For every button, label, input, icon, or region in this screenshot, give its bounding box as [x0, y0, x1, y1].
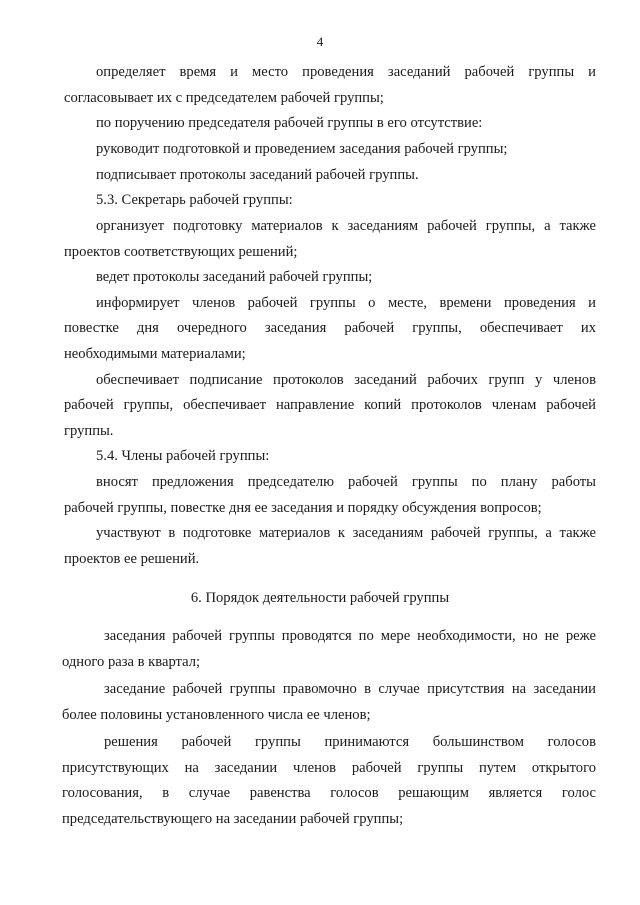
paragraph — [96, 163, 596, 189]
paragraph — [96, 265, 596, 291]
text-line: одного раза в квартал; — [62, 653, 201, 670]
text-line: рабочей группы, обеспечивает направление копий протоколов членам рабочей — [64, 397, 596, 414]
paragraph — [64, 291, 596, 368]
text-line: по поручению председателя рабочей группы в его отсутствие: — [96, 115, 483, 132]
paragraph — [64, 368, 596, 445]
paragraph — [64, 214, 596, 265]
section-6-heading: 6. Порядок деятельности рабочей группы — [190, 590, 450, 606]
text-line: проектов соответствующих решений; — [64, 243, 298, 260]
text-line: более половины установленного числа ее членов; — [62, 706, 371, 723]
page-number: 4 — [316, 34, 324, 49]
text-line: проектов ее решений. — [64, 550, 200, 567]
text-line: ведет протоколы заседаний рабочей группы; — [96, 269, 373, 286]
paragraph — [64, 521, 596, 572]
paragraph — [62, 730, 596, 832]
text-line: руководит подготовкой и проведением заседания рабочей группы; — [96, 140, 508, 157]
text-line: председательствующего на заседании рабочей группы; — [62, 810, 404, 827]
text-line: вносят предложения председателю рабочей группы по плану работы — [96, 474, 596, 490]
text-line: подписывает протоколы заседаний рабочей группы. — [96, 166, 419, 183]
text-line: обеспечивает подписание протоколов заседаний рабочих групп у членов — [96, 371, 596, 388]
text-line: голосования, в случае равенства голосов решающим является голос — [62, 785, 596, 801]
text-line: необходимыми материалами; — [64, 345, 246, 362]
paragraph — [64, 60, 596, 111]
text-line: присутствующих на заседании членов рабочей группы путем открытого — [62, 759, 596, 776]
paragraph — [96, 111, 596, 137]
paragraph — [64, 470, 596, 521]
text-line: 5.3. Секретарь рабочей группы: — [96, 192, 293, 209]
text-line: рабочей группы, повестке дня ее заседания и порядку обсуждения вопросов; — [64, 499, 542, 516]
text-line: повестке дня очередного заседания рабочей группы, обеспечивает их — [64, 320, 596, 337]
text-line: заседание рабочей группы правомочно в случае присутствия на заседании — [104, 681, 596, 697]
text-line: решения рабочей группы принимаются большинством голосов — [104, 734, 596, 750]
text-line: 5.4. Члены рабочей группы: — [96, 448, 270, 465]
text-line: участвуют в подготовке материалов к заседаниям рабочей группы, а также — [96, 525, 596, 542]
text-line: заседания рабочей группы проводятся по мере необходимости, но не реже — [104, 628, 596, 644]
text-line: организует подготовку материалов к заседаниям рабочей группы, а также — [96, 218, 596, 234]
text-line: согласовывает их с председателем рабочей группы; — [64, 89, 384, 106]
paragraph — [96, 137, 596, 163]
paragraph — [62, 677, 596, 728]
paragraph — [62, 624, 596, 675]
text-line: информирует членов рабочей группы о месте, времени проведения и — [96, 294, 596, 311]
text-line: группы. — [64, 422, 114, 439]
paragraph — [96, 444, 596, 470]
paragraph — [96, 188, 596, 214]
text-line: определяет время и место проведения заседаний рабочей группы и — [96, 64, 596, 80]
